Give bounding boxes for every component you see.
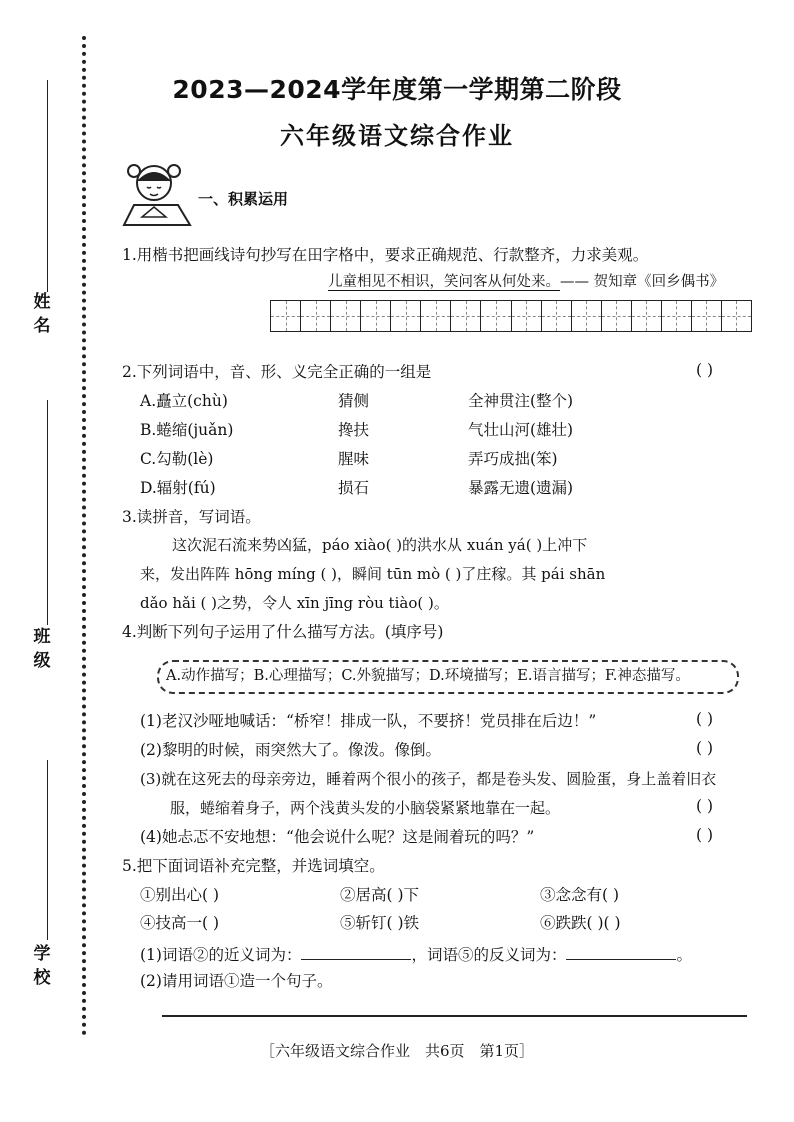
q4-item-2-paren[interactable]: ( ) <box>696 739 714 757</box>
q3-line-1: 这次泥石流来势凶猛，páo xiào( )的洪水从 xuán yá( )上冲下 <box>172 536 588 554</box>
q4-prompt: 4.判断下列句子运用了什么描写方法。(填序号) <box>122 623 444 641</box>
q5-word-4[interactable]: ④技高一( ) <box>140 914 220 932</box>
q5-word-6[interactable]: ⑥跌跌( )( ) <box>540 914 621 932</box>
q2-row-b-col3: 气壮山河(雄壮) <box>468 421 574 439</box>
grid-cell[interactable] <box>632 301 662 331</box>
q4-item-3-line1: (3)就在这死去的母亲旁边，睡着两个很小的孩子，都是卷头发、圆脸蛋，身上盖着旧衣 <box>140 770 717 788</box>
binding-dotted-line <box>82 36 86 1036</box>
q2-row-a-col1: A.矗立(chù) <box>140 392 228 410</box>
synonym-blank[interactable] <box>301 941 411 960</box>
class-underline[interactable] <box>47 400 48 625</box>
page-subtitle: 六年级语文综合作业 <box>280 122 514 150</box>
q4-item-3-line2: 服，蜷缩着身子，两个浅黄头发的小脑袋紧紧地靠在一起。 <box>170 799 561 817</box>
q5-prompt: 5.把下面词语补充完整，并选词填空。 <box>122 857 385 875</box>
grid-cell[interactable] <box>451 301 481 331</box>
q2-row-c-col2: 腥味 <box>338 450 370 468</box>
q5-sub2: (2)请用词语①造一个句子。 <box>140 972 333 990</box>
school-label: 学校 <box>33 944 51 988</box>
page-title: 2023—2024学年度第一学期第二阶段 <box>172 75 622 104</box>
q5-sub1-end: 。 <box>676 946 692 964</box>
q5-sub1-antonym-label: ，词语⑤的反义词为： <box>411 946 567 964</box>
grid-cell[interactable] <box>542 301 572 331</box>
grid-cell[interactable] <box>271 301 301 331</box>
q5-word-1[interactable]: ①别出心( ) <box>140 886 220 904</box>
q1-prompt: 1.用楷书把画线诗句抄写在田字格中，要求正确规范、行款整齐，力求美观。 <box>122 246 649 264</box>
grid-cell[interactable] <box>481 301 511 331</box>
class-label: 班级 <box>33 627 51 671</box>
q5-sub1-synonym-label: (1)词语②的近义词为： <box>140 946 302 964</box>
q5-word-3[interactable]: ③念念有( ) <box>540 886 620 904</box>
q2-row-d-col1: D.辐射(fú) <box>140 479 216 497</box>
page-footer: ［六年级语文综合作业 共6页 第1页］ <box>259 1042 535 1060</box>
grid-cell[interactable] <box>602 301 632 331</box>
name-label: 姓名 <box>33 292 51 336</box>
q2-prompt: 2.下列词语中，音、形、义完全正确的一组是 <box>122 363 432 381</box>
q4-item-4: (4)她忐忑不安地想：“他会说什么呢？这是闹着玩的吗？” <box>140 828 535 846</box>
q2-row-b-col1: B.蜷缩(juǎn) <box>140 421 234 439</box>
q5-word-2[interactable]: ②居高( )下 <box>340 886 420 904</box>
q5-word-5[interactable]: ⑤斩钉( )铁 <box>340 914 420 932</box>
name-underline[interactable] <box>47 80 48 292</box>
q2-row-d-col2: 损石 <box>338 479 370 497</box>
q2-row-a-col3: 全神贯注(整个) <box>468 392 574 410</box>
q4-item-4-paren[interactable]: ( ) <box>696 826 714 844</box>
q4-item-2: (2)黎明的时候，雨突然大了。像泼。像倒。 <box>140 741 441 759</box>
q1-poem: 儿童相见不相识，笑问客从何处来。 <box>328 274 560 290</box>
q4-options: A.动作描写；B.心理描写；C.外貌描写；D.环境描写；E.语言描写；F.神态描写。 <box>166 668 690 684</box>
tianzige-grid[interactable] <box>270 300 752 332</box>
antonym-blank[interactable] <box>566 941 676 960</box>
grid-cell[interactable] <box>512 301 542 331</box>
grid-cell[interactable] <box>391 301 421 331</box>
q2-row-a-col2: 猜侧 <box>338 392 370 410</box>
answer-line[interactable] <box>162 1015 747 1017</box>
q4-item-1-paren[interactable]: ( ) <box>696 710 714 728</box>
grid-cell[interactable] <box>361 301 391 331</box>
q3-line-3: dǎo hǎi ( )之势，令人 xīn jīng ròu tiào( )。 <box>140 594 449 612</box>
q2-row-c-col3: 弄巧成拙(笨) <box>468 450 558 468</box>
q2-row-b-col2: 搀扶 <box>338 421 370 439</box>
q1-attribution: —— 贺知章《回乡偶书》 <box>560 274 725 290</box>
grid-cell[interactable] <box>722 301 751 331</box>
q5-sub1-line <box>140 941 692 966</box>
q1-poem-line <box>328 271 724 293</box>
reading-girl-icon <box>120 155 196 231</box>
grid-cell[interactable] <box>692 301 722 331</box>
section-heading: 一、积累运用 <box>198 190 289 208</box>
school-underline[interactable] <box>47 760 48 940</box>
q3-prompt: 3.读拼音，写词语。 <box>122 508 261 526</box>
q4-item-1: (1)老汉沙哑地喊话：“桥窄！排成一队，不要挤！党员排在后边！” <box>140 712 597 730</box>
grid-cell[interactable] <box>572 301 602 331</box>
q2-row-d-col3: 暴露无遗(遗漏) <box>468 479 574 497</box>
grid-cell[interactable] <box>421 301 451 331</box>
q2-row-c-col1: C.勾勒(lè) <box>140 450 214 468</box>
grid-cell[interactable] <box>662 301 692 331</box>
q2-answer-paren[interactable]: ( ) <box>696 361 714 379</box>
q4-item-3-paren[interactable]: ( ) <box>696 797 714 815</box>
grid-cell[interactable] <box>331 301 361 331</box>
q3-line-2: 来，发出阵阵 hōng míng ( )，瞬间 tūn mò ( )了庄稼。其 pái shān <box>140 565 606 583</box>
grid-cell[interactable] <box>301 301 331 331</box>
